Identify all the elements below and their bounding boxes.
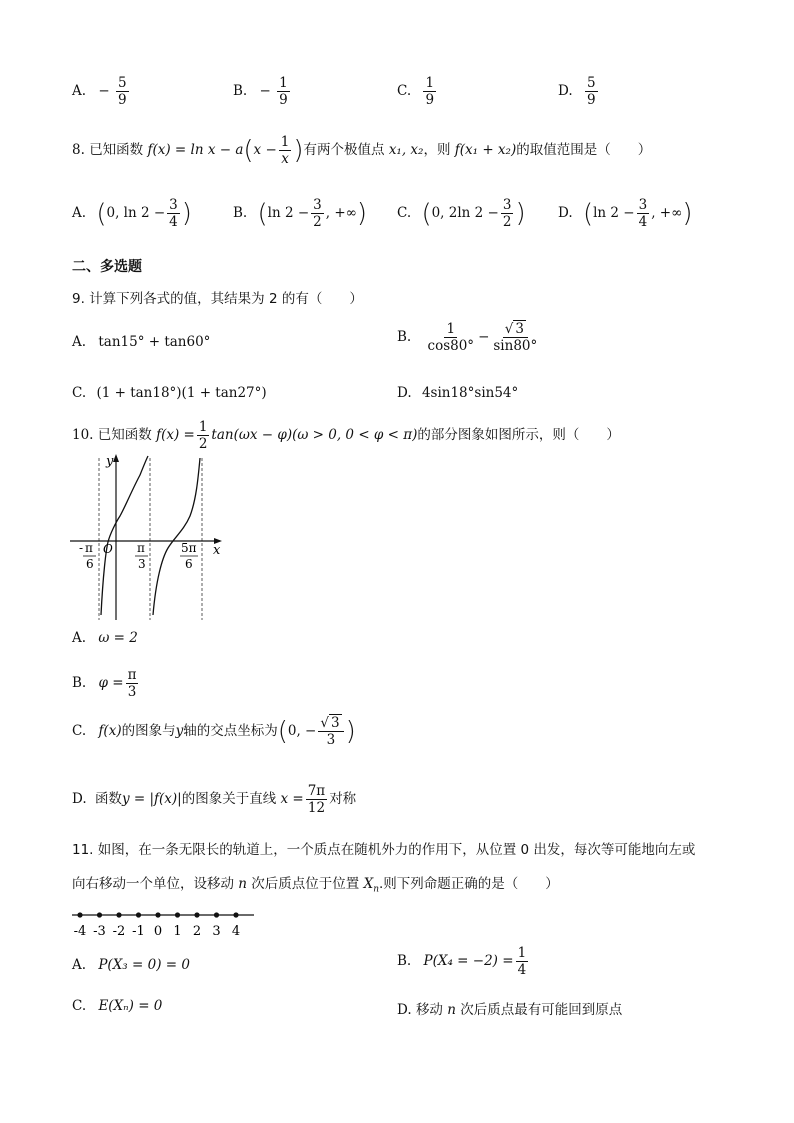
- q11-a-letter: A.: [72, 957, 87, 973]
- q8-option-b: [233, 198, 367, 229]
- q11-a-expr: P(X₃ = 0) = 0: [98, 957, 190, 973]
- number-line-label: -2: [112, 924, 126, 939]
- q11-line1: 11. 如图，在一条无限长的轨道上，一个质点在随机外力的作用下，从位置 0 出发，每次等可能地向左或: [72, 842, 696, 858]
- q11-b-fraction: $\frac{1}{4}$: [517, 945, 527, 979]
- number-line: [70, 905, 260, 941]
- q8-d-fraction: $\frac{3}{4}$: [638, 197, 648, 231]
- q10-option-b: [72, 668, 140, 699]
- q8-option-c: [397, 198, 526, 229]
- paren-open: (: [421, 198, 432, 229]
- q8-then: ，则: [423, 142, 451, 159]
- q11-d-post: 次后质点最有可能回到原点: [460, 1002, 623, 1018]
- number-line-point: [155, 912, 160, 917]
- q7-b-letter: B.: [233, 83, 248, 100]
- q9-stem: 9. 计算下列各式的值，其结果为 2 的有（ ）: [72, 291, 363, 307]
- q10-tail: 的部分图象如图所示，则（ ）: [417, 427, 620, 444]
- paren-close: ): [181, 198, 192, 229]
- paren-open: (: [277, 716, 288, 747]
- q8-b-post: , +∞: [325, 205, 357, 222]
- section-title: 二、多选题: [72, 259, 142, 275]
- q7-c-fraction: $\frac{1}{9}$: [425, 75, 435, 109]
- q7-option-d: [558, 76, 600, 107]
- q10-option-d: [72, 784, 356, 815]
- q8-d-letter: D.: [558, 205, 573, 222]
- number-line-point: [116, 912, 121, 917]
- q9-a-expr: tan15° + tan60°: [98, 334, 211, 350]
- paren-open: (: [582, 198, 594, 229]
- q7-c-letter: C.: [397, 83, 412, 100]
- q9-option-d: [397, 385, 518, 401]
- paren-close: ): [515, 198, 526, 229]
- q8-mid: 有两个极值点: [303, 142, 385, 159]
- paren-close: ): [682, 198, 693, 229]
- paren-close: ): [345, 716, 356, 747]
- q8-c-letter: C.: [397, 205, 412, 222]
- q9-d-letter: D.: [397, 385, 412, 401]
- q8-b-pre: ln 2 −: [267, 205, 310, 222]
- y-axis-arrow: [113, 454, 119, 462]
- number-line-points: [74, 912, 240, 939]
- tan-branch-1: [101, 456, 148, 615]
- q9-option-a: [72, 334, 210, 350]
- q9-b-minus: −: [478, 329, 490, 346]
- q11-line2-c: .则下列命题正确的是（ ）: [379, 876, 559, 892]
- q10-d-letter: D.: [72, 791, 87, 808]
- q11-c-letter: C.: [72, 998, 87, 1014]
- tick-left-den: 6: [86, 557, 94, 571]
- q11-option-d: [397, 998, 622, 1018]
- q8-points: x₁, x₂: [388, 142, 424, 159]
- q9-d-expr: 4sin18°sin54°: [421, 385, 519, 401]
- q7-b-fraction: $\frac{1}{9}$: [279, 75, 288, 109]
- tick-right-den: 6: [185, 557, 193, 571]
- paren-open: (: [96, 198, 107, 229]
- q10-d-fraction: $\frac{7\pi}{12}$: [307, 783, 326, 817]
- q8-paren-close: ): [293, 135, 304, 166]
- q11-line2-a: 向右移动一个单位，设移动: [72, 876, 234, 892]
- q7-a-fraction: $\frac{5}{9}$: [117, 75, 127, 109]
- q10-option-a: [72, 630, 138, 646]
- q10-c-post: 轴的交点坐标为: [183, 723, 278, 740]
- graph-y-label: y: [106, 454, 114, 469]
- q10-number: 10.: [72, 427, 94, 444]
- q10-b-letter: B.: [72, 675, 87, 692]
- q8-lead: 已知函数: [89, 142, 144, 159]
- q11-b-letter: B.: [397, 953, 412, 970]
- q10-b-fraction: $\frac{\pi}{3}$: [127, 667, 137, 701]
- tick-left-sign: -: [79, 541, 84, 555]
- q9-option-b: [397, 322, 541, 353]
- q11-c-expr: E(Xₙ) = 0: [98, 998, 163, 1014]
- q8-tail: 的取值范围是（ ）: [516, 142, 652, 159]
- graph-origin-label: O: [103, 542, 113, 556]
- q9-c-letter: C.: [72, 385, 87, 401]
- q11-option-b: [397, 946, 530, 977]
- number-line-point: [233, 912, 238, 917]
- q8-a-pre: 0, ln 2 −: [106, 205, 166, 222]
- q8-stem: [72, 135, 651, 166]
- tick-right-num: 5π: [181, 541, 197, 555]
- q10-c-pre: f(x): [98, 723, 122, 740]
- q8-d-pre: ln 2 −: [593, 205, 635, 222]
- q8-option-a: [72, 198, 192, 229]
- q10-f-left: f(x) =: [156, 427, 195, 444]
- q7-a-letter: A.: [72, 83, 87, 100]
- q10-c-letter: C.: [72, 723, 87, 740]
- number-line-label: 1: [173, 924, 182, 939]
- q10-c-axis: y: [175, 723, 184, 740]
- q11-line2: [72, 872, 559, 895]
- number-line-label: 3: [212, 924, 221, 939]
- q7-d-letter: D.: [558, 83, 573, 100]
- q8-c-pre: 0, 2ln 2 −: [431, 205, 499, 222]
- q10-d-expr: y = |f(x)|: [121, 791, 182, 808]
- q7-d-fraction: $\frac{5}{9}$: [586, 75, 596, 109]
- q9-a-letter: A.: [72, 334, 87, 350]
- q8-inner-fraction: $\frac{1}{x}$: [280, 134, 290, 168]
- tan-branch-2: [153, 458, 200, 615]
- q8-d-post: , +∞: [651, 205, 683, 222]
- q11-b-left: P(X₄ = −2) =: [423, 953, 514, 970]
- q10-d-mid: 的图象关于直线: [181, 791, 277, 808]
- number-line-point: [77, 912, 82, 917]
- tick-left-num: π: [85, 541, 93, 555]
- q10-d-pre: 函数: [94, 791, 122, 808]
- number-line-point: [175, 912, 180, 917]
- q10-option-c: [72, 716, 356, 747]
- q8-a-letter: A.: [72, 205, 87, 222]
- tick-mid-num: π: [137, 541, 145, 555]
- q8-inner-x: x −: [253, 142, 277, 159]
- q8-a-fraction: $\frac{3}{4}$: [169, 197, 178, 231]
- q11-d-pre: 移动: [415, 1002, 443, 1018]
- q10-half: $\frac{1}{2}$: [198, 419, 208, 453]
- number-line-point: [136, 912, 141, 917]
- graph-x-label: x: [213, 543, 221, 558]
- number-line-label: -3: [93, 924, 106, 939]
- q7-b-sign: −: [259, 83, 271, 100]
- q11-d-letter: D.: [397, 1002, 412, 1018]
- q10-stem: [72, 420, 620, 451]
- q11-line2-n: n: [238, 876, 247, 892]
- q10-a-expr: ω = 2: [98, 630, 138, 646]
- q10-c-fraction: $\frac{√ 3}{3}$: [318, 716, 343, 747]
- q9-b-fraction-2: $\frac{√ 3}{\sin 80^\circ}$: [493, 321, 538, 355]
- q8-paren-open: (: [243, 135, 254, 166]
- q7-option-c: [397, 76, 438, 107]
- q10-c-point-pre: 0, −: [287, 723, 317, 740]
- tick-mid-den: 3: [138, 557, 146, 571]
- q8-number: 8.: [72, 142, 85, 159]
- q7-a-sign: −: [98, 83, 110, 100]
- number-line-point: [194, 912, 199, 917]
- q11-line2-x: $X_n$: [363, 876, 380, 895]
- number-line-point: [97, 912, 102, 917]
- q7-option-a: [72, 76, 131, 107]
- number-line-label: 2: [192, 924, 202, 939]
- number-line-label: -1: [132, 924, 145, 939]
- q8-option-d: [558, 198, 692, 229]
- q11-line2-b: 次后质点位于位置: [251, 876, 360, 892]
- q7-option-b: [233, 76, 292, 107]
- q8-c-fraction: $\frac{3}{2}$: [502, 197, 512, 231]
- q8-func-left: f(x) = ln x − a: [147, 142, 244, 159]
- q9-c-expr: (1 + tan18°)(1 + tan27°): [96, 385, 267, 401]
- q11-option-a: [72, 957, 190, 973]
- q11-d-n: n: [447, 1002, 456, 1018]
- q10-a-letter: A.: [72, 630, 87, 646]
- q9-b-fraction-1: $\frac{1}{\cos 80^\circ}$: [427, 321, 475, 355]
- q9-option-c: [72, 385, 267, 401]
- q10-b-left: φ =: [98, 675, 124, 692]
- q10-d-x: x =: [280, 791, 304, 808]
- q10-graph: [70, 450, 230, 622]
- paren-close: ): [356, 198, 368, 229]
- number-line-label: -4: [73, 924, 87, 939]
- q10-lead: 已知函数: [97, 427, 152, 444]
- number-line-label: 0: [153, 924, 163, 939]
- q10-d-post: 对称: [329, 791, 357, 808]
- q11-option-c: [72, 998, 162, 1014]
- q8-target: f(x₁ + x₂): [454, 142, 517, 159]
- paren-open: (: [257, 198, 268, 229]
- number-line-label: 4: [231, 924, 241, 939]
- q10-f-right: tan(ωx − φ)(ω > 0, 0 < φ < π): [211, 427, 418, 444]
- q8-b-fraction: $\frac{3}{2}$: [313, 197, 322, 231]
- q9-b-letter: B.: [397, 329, 412, 346]
- number-line-point: [214, 912, 219, 917]
- q8-b-letter: B.: [233, 205, 248, 222]
- q10-c-mid: 的图象与: [121, 723, 176, 740]
